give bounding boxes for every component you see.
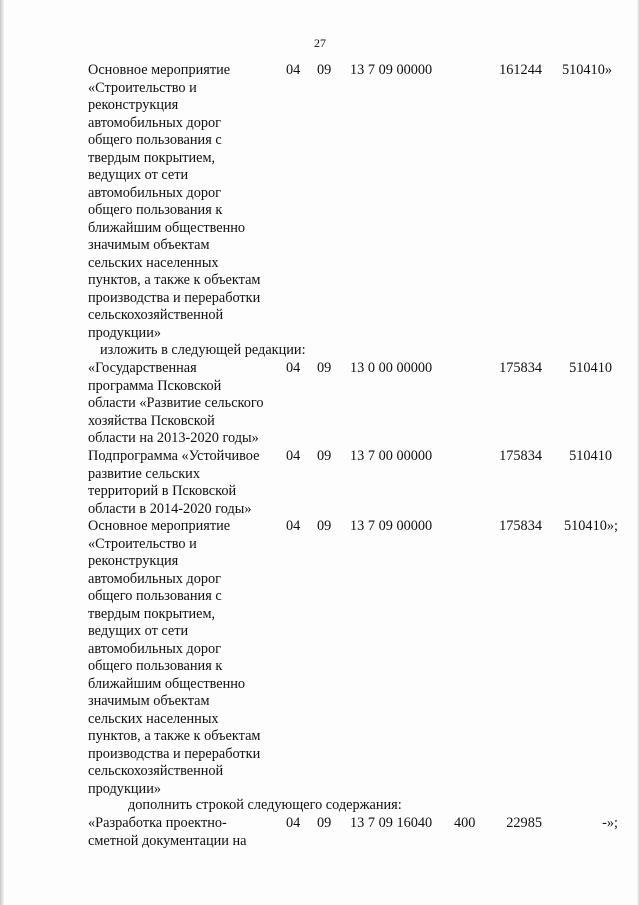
- row-name: Подпрограмма «Устойчивое развитие сельских территорий в Псковской области в 2014-2020 годы»: [88, 448, 260, 517]
- row-csr: 13 0 00 00000: [350, 360, 433, 376]
- row-razdel: 04: [286, 62, 301, 78]
- instruction-add: дополнить строкой следующего содержания:: [128, 797, 402, 813]
- row-sum-2: 510410: [569, 448, 612, 464]
- row-podrazdel: 09: [317, 62, 332, 78]
- row-sum-2: -»;: [602, 815, 618, 831]
- row-sum-2: 510410»: [561, 62, 612, 78]
- row-sum-2: 510410: [569, 360, 612, 376]
- row-razdel: 04: [286, 448, 301, 464]
- row-vr: 400: [454, 815, 476, 831]
- scan-edge-left: [0, 0, 4, 905]
- row-sum-1: 161244: [499, 62, 542, 78]
- row-name: «Разработка проектно- сметной документации на: [88, 815, 247, 849]
- row-podrazdel: 09: [317, 360, 332, 376]
- row-razdel: 04: [286, 518, 301, 534]
- row-csr: 13 7 00 00000: [350, 448, 433, 464]
- row-sum-1: 22985: [506, 815, 542, 831]
- row-sum-1: 175834: [499, 448, 542, 464]
- row-podrazdel: 09: [317, 518, 332, 534]
- row-csr: 13 7 09 00000: [350, 62, 433, 78]
- row-razdel: 04: [286, 360, 301, 376]
- instruction-edit: изложить в следующей редакции:: [100, 342, 306, 358]
- row-sum-2: 510410»;: [563, 518, 618, 534]
- row-name: Основное мероприятие «Строительство и реконструкция автомобильных дорог общего пользования с твердым покрытием, ведущих от сети автомобильных дорог общего пользования к ближайшим общественно значимым объектам сельских населенных пунктов, а также к объектам производства и переработки сельскохозяйственной продукции»: [88, 62, 261, 341]
- row-sum-1: 175834: [499, 360, 542, 376]
- row-podrazdel: 09: [317, 815, 332, 831]
- row-name: Основное мероприятие «Строительство и реконструкция автомобильных дорог общего пользования с твердым покрытием, ведущих от сети автомобильных дорог общего пользования к ближайшим общественно значимым объектам сельских населенных пунктов, а также к объектам производства и переработки сельскохозяйственной продукции»: [88, 518, 261, 797]
- page-number: 27: [314, 36, 326, 50]
- row-podrazdel: 09: [317, 448, 332, 464]
- row-csr: 13 7 09 16040: [350, 815, 433, 831]
- row-name: «Государственная программа Псковской области «Развитие сельского хозяйства Псковской области на 2013-2020 годы»: [88, 360, 264, 446]
- row-sum-1: 175834: [499, 518, 542, 534]
- row-razdel: 04: [286, 815, 301, 831]
- row-csr: 13 7 09 00000: [350, 518, 433, 534]
